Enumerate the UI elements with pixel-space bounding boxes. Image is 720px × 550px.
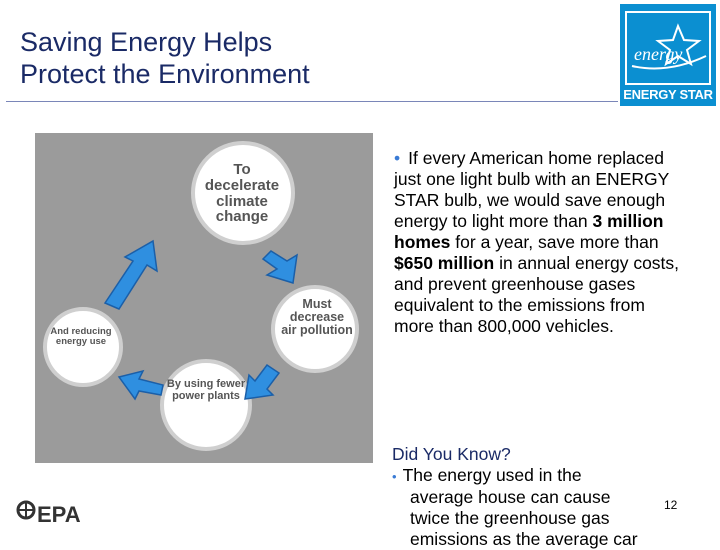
page-number: 12 xyxy=(664,498,678,512)
circle-energy-use xyxy=(45,309,121,385)
circle-text-air-pollution: Must decrease air pollution xyxy=(281,297,353,338)
energy-star-logo xyxy=(620,4,716,106)
did-you-know-line-3: twice the greenhouse gas xyxy=(410,508,610,528)
bullet-part-1: If every American home replaced just one light bulb with an ENERGY STAR bulb, we would save enough energy to light more than xyxy=(394,148,669,231)
title-line-2: Protect the Environment xyxy=(20,59,310,89)
did-you-know-line-2: average house can cause xyxy=(410,487,611,507)
epa-logo xyxy=(15,498,85,530)
energy-star-label: ENERGY STAR xyxy=(623,87,713,102)
arrow-4-icon xyxy=(105,241,157,309)
did-you-know-line-1 xyxy=(392,465,712,487)
slide-title xyxy=(20,26,580,90)
did-you-know-dot-icon: • xyxy=(392,469,397,484)
energy-script: energy xyxy=(634,44,683,64)
title-divider xyxy=(6,101,618,102)
bullet-part-2: for a year, save more than xyxy=(455,232,659,252)
bullet-part-3: in annual energy costs, and prevent greenhouse gases equivalent to the emissions from more than 800,000 vehicles. xyxy=(394,253,680,336)
did-you-know xyxy=(392,444,712,550)
did-you-know-title: Did You Know? xyxy=(392,444,511,464)
main-bullet xyxy=(394,148,684,337)
bullet-bold-homes: 3 million homes xyxy=(394,211,664,252)
cycle-diagram xyxy=(35,133,373,463)
arrow-1-icon xyxy=(263,251,297,283)
title-line-1: Saving Energy Helps xyxy=(20,27,273,57)
bullet-bold-savings: $650 million xyxy=(394,253,495,273)
did-you-know-line-4: emissions as the average car xyxy=(410,529,638,549)
circle-text-climate: To decelerate climate change xyxy=(204,161,280,226)
epa-flower-icon xyxy=(15,498,37,528)
circle-text-power-plants: By using fewer power plants xyxy=(166,378,246,402)
epa-label: EPA xyxy=(37,502,81,527)
circle-power-plants xyxy=(162,361,250,449)
arrow-3-icon xyxy=(119,371,163,399)
bullet-dot-icon: • xyxy=(394,148,401,168)
arrow-2-icon xyxy=(245,365,279,399)
did-you-know-line-1-text: The energy used in the xyxy=(402,465,582,485)
circle-text-energy-use: And reducing energy use xyxy=(50,326,112,347)
